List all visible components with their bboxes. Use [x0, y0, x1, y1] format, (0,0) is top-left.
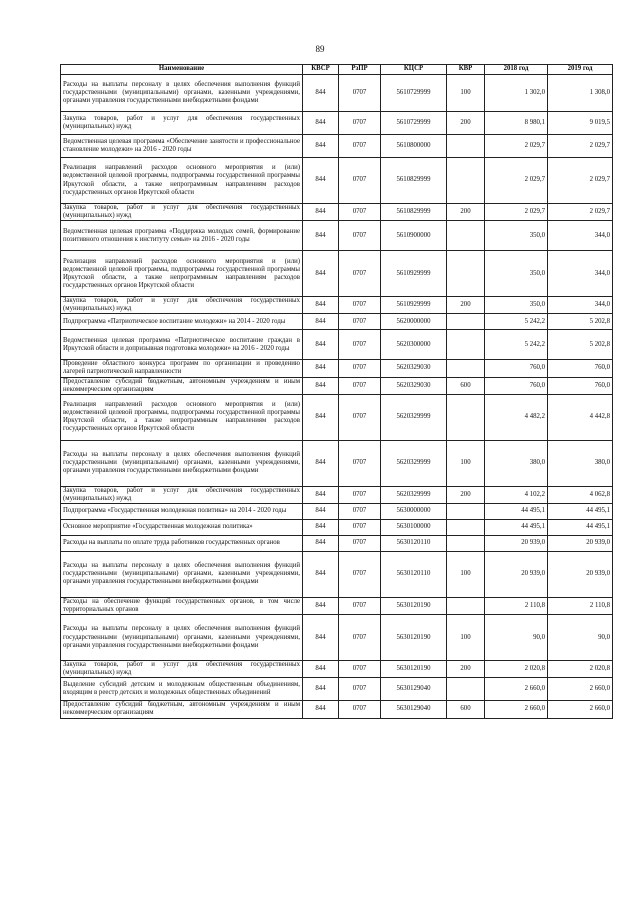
row-amount-2019: 760,0 — [548, 377, 613, 394]
row-kvr — [447, 535, 485, 551]
table-row — [61, 678, 613, 701]
row-kvsr: 844 — [303, 251, 339, 297]
row-amount-2019: 2 660,0 — [548, 701, 613, 718]
row-amount-2018: 350,0 — [485, 221, 548, 251]
row-kvsr: 844 — [303, 597, 339, 614]
row-amount-2018: 4 482,2 — [485, 394, 548, 440]
row-amount-2018: 350,0 — [485, 297, 548, 314]
table-row — [61, 701, 613, 718]
row-kvsr: 844 — [303, 678, 339, 701]
row-kvsr: 844 — [303, 503, 339, 519]
header-rzpr: РзПР — [339, 65, 381, 75]
row-kvr — [447, 360, 485, 377]
row-kcsr: 5630000000 — [381, 503, 447, 519]
row-kvsr: 844 — [303, 394, 339, 440]
row-kvsr: 844 — [303, 551, 339, 597]
header-year-2019: 2019 год — [548, 65, 613, 75]
row-name: Расходы на выплаты персоналу в целях обеспечения выполнения функций государственными (муниципальными) органами, казенными учреждениями, органами управления государственными внебюджетными фондами — [61, 75, 303, 112]
row-kvsr: 844 — [303, 158, 339, 204]
row-rzpr: 0707 — [339, 551, 381, 597]
row-amount-2018: 90,0 — [485, 615, 548, 661]
row-amount-2018: 2 020,8 — [485, 661, 548, 678]
row-name: Основное мероприятие «Государственная молодежная политика» — [61, 519, 303, 535]
row-kcsr: 5620329030 — [381, 360, 447, 377]
row-amount-2019: 2 020,8 — [548, 661, 613, 678]
row-kvsr: 844 — [303, 440, 339, 486]
row-kvr — [447, 678, 485, 701]
table-row — [61, 519, 613, 535]
row-name: Выделение субсидий детским и молодежным общественным объединениям, входящим в реестр детских и молодежных общественных объединений — [61, 678, 303, 701]
table-row — [61, 535, 613, 551]
header-year-2018: 2018 год — [485, 65, 548, 75]
row-kcsr: 5630120110 — [381, 551, 447, 597]
row-name: Расходы на выплаты персоналу в целях обеспечения выполнения функций государственными (муниципальными) органами, казенными учреждениями, органами управления государственными внебюджетными фондами — [61, 551, 303, 597]
table-row — [61, 221, 613, 251]
row-kvr — [447, 221, 485, 251]
row-kvr: 100 — [447, 551, 485, 597]
table-row — [61, 440, 613, 486]
row-rzpr: 0707 — [339, 251, 381, 297]
budget-table — [60, 64, 613, 719]
table-row — [61, 158, 613, 204]
table-row — [61, 251, 613, 297]
row-kvsr: 844 — [303, 360, 339, 377]
table-row — [61, 551, 613, 597]
row-rzpr: 0707 — [339, 486, 381, 503]
row-kvsr: 844 — [303, 615, 339, 661]
row-kvr — [447, 251, 485, 297]
row-kvr: 200 — [447, 486, 485, 503]
row-rzpr: 0707 — [339, 535, 381, 551]
row-rzpr: 0707 — [339, 701, 381, 718]
table-row — [61, 360, 613, 377]
row-amount-2018: 760,0 — [485, 360, 548, 377]
row-kvr: 100 — [447, 440, 485, 486]
row-amount-2018: 2 029,7 — [485, 135, 548, 158]
row-amount-2019: 2 110,8 — [548, 597, 613, 614]
row-amount-2019: 9 019,5 — [548, 112, 613, 135]
row-amount-2018: 350,0 — [485, 251, 548, 297]
row-amount-2019: 4 442,8 — [548, 394, 613, 440]
row-amount-2019: 344,0 — [548, 221, 613, 251]
row-kcsr: 5610929999 — [381, 251, 447, 297]
row-kvsr: 844 — [303, 75, 339, 112]
row-kcsr: 5610829999 — [381, 158, 447, 204]
row-kvr — [447, 135, 485, 158]
row-kcsr: 5620329999 — [381, 440, 447, 486]
row-amount-2019: 344,0 — [548, 251, 613, 297]
row-rzpr: 0707 — [339, 360, 381, 377]
row-rzpr: 0707 — [339, 221, 381, 251]
table-row — [61, 394, 613, 440]
row-rzpr: 0707 — [339, 440, 381, 486]
table-row — [61, 297, 613, 314]
row-amount-2019: 760,0 — [548, 360, 613, 377]
row-amount-2018: 20 939,0 — [485, 551, 548, 597]
row-amount-2019: 20 939,0 — [548, 535, 613, 551]
row-kvsr: 844 — [303, 314, 339, 330]
row-name: Реализация направлений расходов основного мероприятия и (или) ведомственной целевой программы, подпрограммы государственной программы Иркутской области, а также непрограммным направлениям расходов государственных органов Иркутской области — [61, 394, 303, 440]
row-kvr — [447, 394, 485, 440]
row-kcsr: 5610729999 — [381, 112, 447, 135]
row-kvr — [447, 503, 485, 519]
row-name: Закупка товаров, работ и услуг для обеспечения государственных (муниципальных) нужд — [61, 486, 303, 503]
row-kvsr: 844 — [303, 204, 339, 221]
row-amount-2018: 5 242,2 — [485, 314, 548, 330]
row-kvsr: 844 — [303, 135, 339, 158]
row-rzpr: 0707 — [339, 297, 381, 314]
row-amount-2019: 2 029,7 — [548, 158, 613, 204]
row-amount-2019: 90,0 — [548, 615, 613, 661]
row-kvr: 600 — [447, 377, 485, 394]
table-row — [61, 112, 613, 135]
row-amount-2019: 5 202,8 — [548, 314, 613, 330]
table-row — [61, 486, 613, 503]
row-kcsr: 5630120190 — [381, 615, 447, 661]
row-kcsr: 5610729999 — [381, 75, 447, 112]
row-kvsr: 844 — [303, 661, 339, 678]
row-name: Ведомственная целевая программа «Патриотическое воспитание граждан в Иркутской области и допризывная подготовка молодежи» на 2016 - 2020 годы — [61, 330, 303, 360]
row-kvr — [447, 597, 485, 614]
header-kvsr: КВСР — [303, 65, 339, 75]
row-amount-2019: 1 308,0 — [548, 75, 613, 112]
row-amount-2019: 44 495,1 — [548, 519, 613, 535]
table-row — [61, 503, 613, 519]
row-rzpr: 0707 — [339, 204, 381, 221]
row-kvsr: 844 — [303, 330, 339, 360]
table-row — [61, 314, 613, 330]
row-kvsr: 844 — [303, 112, 339, 135]
row-kvr — [447, 314, 485, 330]
row-kvr — [447, 330, 485, 360]
table-row — [61, 204, 613, 221]
row-kcsr: 5630129040 — [381, 678, 447, 701]
row-name: Предоставление субсидий бюджетным, автономным учреждениям и иным некоммерческим организациям — [61, 377, 303, 394]
row-kcsr: 5610900000 — [381, 221, 447, 251]
row-amount-2018: 2 660,0 — [485, 678, 548, 701]
row-amount-2019: 380,0 — [548, 440, 613, 486]
row-kvr — [447, 158, 485, 204]
row-name: Расходы на выплаты персоналу в целях обеспечения выполнения функций государственными (муниципальными) органами, казенными учреждениями, органами управления государственными внебюджетными фондами — [61, 615, 303, 661]
table-header-row — [61, 65, 613, 75]
page-number: 89 — [315, 44, 325, 54]
row-kvsr: 844 — [303, 377, 339, 394]
row-amount-2019: 20 939,0 — [548, 551, 613, 597]
header-name: Наименование — [61, 65, 303, 75]
row-name: Расходы на обеспечение функций государственных органов, в том числе территориальных органов — [61, 597, 303, 614]
row-kcsr: 5620329030 — [381, 377, 447, 394]
row-kvr: 100 — [447, 615, 485, 661]
row-kcsr: 5610829999 — [381, 204, 447, 221]
row-rzpr: 0707 — [339, 661, 381, 678]
row-kcsr: 5620329999 — [381, 394, 447, 440]
row-amount-2019: 2 029,7 — [548, 135, 613, 158]
row-rzpr: 0707 — [339, 377, 381, 394]
row-amount-2018: 380,0 — [485, 440, 548, 486]
row-rzpr: 0707 — [339, 75, 381, 112]
row-kcsr: 5630120110 — [381, 535, 447, 551]
row-kcsr: 5630120190 — [381, 661, 447, 678]
row-rzpr: 0707 — [339, 158, 381, 204]
row-kvsr: 844 — [303, 297, 339, 314]
row-rzpr: 0707 — [339, 314, 381, 330]
row-name: Ведомственная целевая программа «Поддержка молодых семей, формирование позитивного отношения к институту семьи» на 2016 - 2020 годы — [61, 221, 303, 251]
row-amount-2018: 5 242,2 — [485, 330, 548, 360]
row-amount-2018: 760,0 — [485, 377, 548, 394]
row-kvr: 100 — [447, 75, 485, 112]
row-kcsr: 5630120190 — [381, 597, 447, 614]
table-row — [61, 661, 613, 678]
row-kcsr: 5620329999 — [381, 486, 447, 503]
row-kvsr: 844 — [303, 221, 339, 251]
row-kcsr: 5630100000 — [381, 519, 447, 535]
table-row — [61, 377, 613, 394]
row-kcsr: 5620300000 — [381, 330, 447, 360]
row-kvr: 200 — [447, 661, 485, 678]
row-amount-2018: 44 495,1 — [485, 503, 548, 519]
row-kvr: 600 — [447, 701, 485, 718]
row-amount-2019: 2 029,7 — [548, 204, 613, 221]
row-rzpr: 0707 — [339, 615, 381, 661]
row-name: Закупка товаров, работ и услуг для обеспечения государственных (муниципальных) нужд — [61, 112, 303, 135]
row-kvr: 200 — [447, 112, 485, 135]
row-name: Ведомственная целевая программа «Обеспечение занятости и профессиональное становление молодежи» на 2016 - 2020 годы — [61, 135, 303, 158]
row-amount-2019: 4 062,8 — [548, 486, 613, 503]
row-amount-2018: 2 029,7 — [485, 158, 548, 204]
table-row — [61, 330, 613, 360]
row-name: Реализация направлений расходов основного мероприятия и (или) ведомственной целевой программы, подпрограммы государственной программы Иркутской области, а также непрограммным направлениям расходов государственных органов Иркутской области — [61, 251, 303, 297]
header-kcsr: КЦСР — [381, 65, 447, 75]
row-name: Подпрограмма «Патриотическое воспитание молодежи» на 2014 - 2020 годы — [61, 314, 303, 330]
row-rzpr: 0707 — [339, 678, 381, 701]
row-amount-2019: 44 495,1 — [548, 503, 613, 519]
row-rzpr: 0707 — [339, 597, 381, 614]
row-kvr: 200 — [447, 204, 485, 221]
row-name: Проведение областного конкурса программ по организации и проведению лагерей патриотической направленности — [61, 360, 303, 377]
row-amount-2019: 5 202,8 — [548, 330, 613, 360]
row-amount-2018: 2 029,7 — [485, 204, 548, 221]
row-amount-2018: 1 302,0 — [485, 75, 548, 112]
row-rzpr: 0707 — [339, 503, 381, 519]
table-body — [61, 75, 613, 719]
table-row — [61, 135, 613, 158]
row-name: Закупка товаров, работ и услуг для обеспечения государственных (муниципальных) нужд — [61, 661, 303, 678]
row-amount-2018: 8 980,1 — [485, 112, 548, 135]
row-amount-2018: 20 939,0 — [485, 535, 548, 551]
row-name: Реализация направлений расходов основного мероприятия и (или) ведомственной целевой программы, подпрограммы государственной программы Иркутской области, а также непрограммным направлениям расходов государственных органов Иркутской области — [61, 158, 303, 204]
row-name: Предоставление субсидий бюджетным, автономным учреждениям и иным некоммерческим организациям — [61, 701, 303, 718]
row-name: Закупка товаров, работ и услуг для обеспечения государственных (муниципальных) нужд — [61, 204, 303, 221]
table-row — [61, 615, 613, 661]
row-kcsr: 5630129040 — [381, 701, 447, 718]
row-rzpr: 0707 — [339, 330, 381, 360]
row-kvr: 200 — [447, 297, 485, 314]
row-kcsr: 5610800000 — [381, 135, 447, 158]
row-rzpr: 0707 — [339, 112, 381, 135]
row-amount-2018: 4 102,2 — [485, 486, 548, 503]
row-amount-2018: 2 660,0 — [485, 701, 548, 718]
row-kvsr: 844 — [303, 701, 339, 718]
row-name: Подпрограмма «Государственная молодежная политика» на 2014 - 2020 годы — [61, 503, 303, 519]
header-kvr: КВР — [447, 65, 485, 75]
row-name: Закупка товаров, работ и услуг для обеспечения государственных (муниципальных) нужд — [61, 297, 303, 314]
row-amount-2018: 2 110,8 — [485, 597, 548, 614]
row-rzpr: 0707 — [339, 394, 381, 440]
row-kvr — [447, 519, 485, 535]
table-row — [61, 597, 613, 614]
row-rzpr: 0707 — [339, 519, 381, 535]
row-kcsr: 5610929999 — [381, 297, 447, 314]
row-rzpr: 0707 — [339, 135, 381, 158]
row-amount-2019: 344,0 — [548, 297, 613, 314]
row-kvsr: 844 — [303, 486, 339, 503]
row-kcsr: 5620000000 — [381, 314, 447, 330]
row-name: Расходы на выплаты персоналу в целях обеспечения выполнения функций государственными (муниципальными) органами, казенными учреждениями, органами управления государственными внебюджетными фондами — [61, 440, 303, 486]
table-row — [61, 75, 613, 112]
row-kvsr: 844 — [303, 535, 339, 551]
row-name: Расходы на выплаты по оплате труда работников государственных органов — [61, 535, 303, 551]
row-kvsr: 844 — [303, 519, 339, 535]
row-amount-2018: 44 495,1 — [485, 519, 548, 535]
row-amount-2019: 2 660,0 — [548, 678, 613, 701]
